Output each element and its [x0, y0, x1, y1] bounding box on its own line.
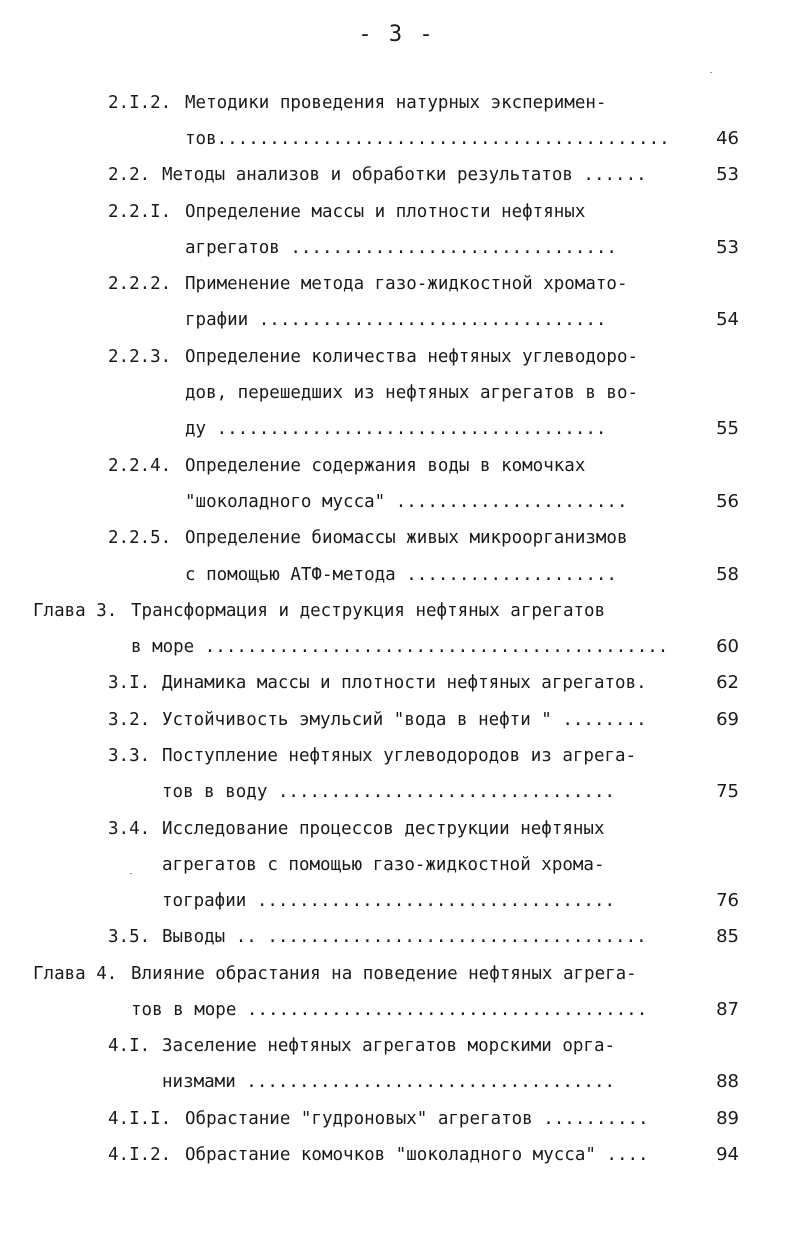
- toc-entry-number: Глава 3.: [33, 601, 118, 621]
- toc-entry-number: 3.5.: [108, 927, 151, 947]
- toc-entry-number: 3.3.: [108, 746, 151, 766]
- toc-entry-title-line: дов, перешедших из нефтяных агрегатов в во-: [185, 383, 639, 403]
- toc-entry-title-line: Трансформация и деструкция нефтяных агрегатов: [131, 601, 606, 621]
- toc-entry-title-line: Устойчивость эмульсий "вода в нефти " ........: [162, 710, 647, 730]
- toc-entry-title-line: ду .....................................: [185, 419, 607, 439]
- toc-entry-title-line: с помощью АТФ-метода ....................: [185, 565, 617, 585]
- toc-entry-title-line: "шоколадного мусса" ......................: [185, 492, 628, 512]
- toc-entry-number: 4.I.: [108, 1036, 151, 1056]
- toc-entry-number: 4.I.2.: [108, 1145, 172, 1165]
- toc-entry-page: 62: [716, 672, 739, 693]
- toc-entry-page: 89: [716, 1108, 739, 1129]
- toc-entry-page: 75: [716, 781, 739, 802]
- toc-entry-page: 69: [716, 709, 739, 730]
- toc-entry-title-line: агрегатов с помощью газо-жидкостной хрома-: [162, 855, 605, 875]
- toc-entry-title-line: тографии ..................................: [162, 891, 616, 911]
- toc-entry-page: 55: [716, 418, 739, 439]
- toc-entry-page: 87: [716, 999, 739, 1020]
- toc-entry-title-line: Обрастание "гудроновых" агрегатов ..........: [185, 1109, 649, 1129]
- toc-entry-title-line: графии .................................: [185, 310, 607, 330]
- toc-entry-title-line: тов...........................................: [185, 129, 670, 149]
- toc-entry-title-line: Динамика массы и плотности нефтяных агрегатов.: [162, 673, 647, 693]
- toc-entry-title-line: Методы анализов и обработки результатов ......: [162, 165, 647, 185]
- toc-entry-title-line: Определение биомассы живых микроорганизмов: [185, 528, 628, 548]
- toc-entry-page: 58: [716, 564, 739, 585]
- scan-speck: [710, 72, 712, 73]
- toc-entry-number: 2.I.2.: [108, 93, 172, 113]
- toc-entry-number: 2.2.2.: [108, 274, 172, 294]
- toc-entry-title-line: Исследование процессов деструкции нефтяных: [162, 819, 605, 839]
- toc-entry-number: 2.2.3.: [108, 347, 172, 367]
- toc-entry-title-line: Методики проведения натурных эксперимен-: [185, 93, 607, 113]
- toc-entry-title-line: Выводы .. ....................................: [162, 927, 647, 947]
- toc-entry-page: 60: [716, 636, 739, 657]
- toc-entry-page: 53: [716, 164, 739, 185]
- toc-entry-page: 88: [716, 1071, 739, 1092]
- toc-entry-title-line: Определение количества нефтяных углеводоро-: [185, 347, 639, 367]
- toc-entry-title-line: Применение метода газо-жидкостной хромато-: [185, 274, 628, 294]
- toc-entry-number: 3.I.: [108, 673, 151, 693]
- toc-entry-number: 2.2.4.: [108, 456, 172, 476]
- toc-entry-title-line: Определение массы и плотности нефтяных: [185, 202, 586, 222]
- toc-entry-title-line: тов в море ......................................: [131, 1000, 648, 1020]
- scan-speck: [130, 873, 132, 874]
- toc-entry-page: 76: [716, 890, 739, 911]
- toc-entry-page: 85: [716, 926, 739, 947]
- toc-entry-title-line: тов в воду ................................: [162, 782, 616, 802]
- page-number: - 3 -: [358, 22, 435, 47]
- toc-entry-page: 94: [716, 1144, 739, 1165]
- toc-entry-title-line: агрегатов ...............................: [185, 238, 617, 258]
- toc-entry-title-line: Определение содержания воды в комочках: [185, 456, 586, 476]
- toc-entry-number: 4.I.I.: [108, 1109, 172, 1129]
- toc-entry-number: 3.2.: [108, 710, 151, 730]
- toc-entry-number: Глава 4.: [33, 964, 118, 984]
- toc-entry-title-line: Заселение нефтяных агрегатов морскими орга-: [162, 1036, 616, 1056]
- toc-entry-title-line: Влияние обрастания на поведение нефтяных агрега-: [131, 964, 637, 984]
- toc-entry-title-line: низмами ...................................: [162, 1072, 616, 1092]
- toc-entry-page: 54: [716, 309, 739, 330]
- toc-entry-number: 2.2.: [108, 165, 151, 185]
- toc-entry-title-line: Поступление нефтяных углеводородов из агрега-: [162, 746, 637, 766]
- toc-entry-number: 3.4.: [108, 819, 151, 839]
- toc-entry-title-line: в море ............................................: [131, 637, 669, 657]
- toc-entry-page: 46: [716, 128, 739, 149]
- toc-entry-number: 2.2.5.: [108, 528, 172, 548]
- toc-entry-page: 56: [716, 491, 739, 512]
- toc-entry-title-line: Обрастание комочков "шоколадного мусса" ....: [185, 1145, 649, 1165]
- toc-entry-page: 53: [716, 237, 739, 258]
- toc-entry-number: 2.2.I.: [108, 202, 172, 222]
